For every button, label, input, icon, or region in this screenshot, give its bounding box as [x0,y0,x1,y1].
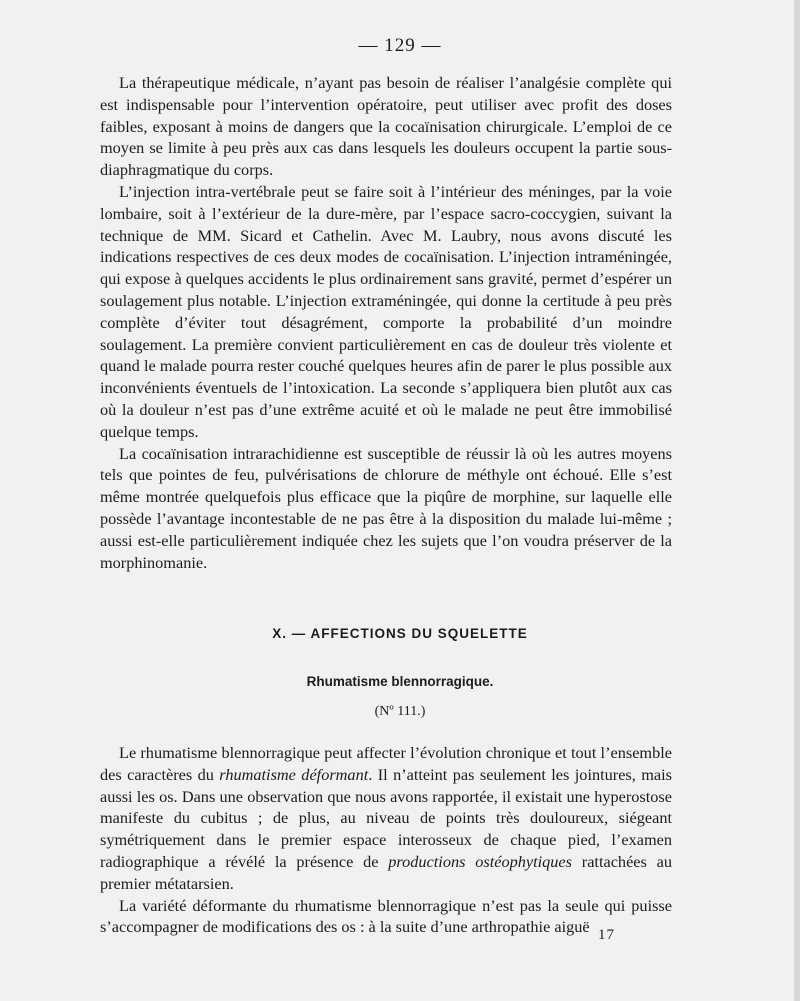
signature-mark: 17 [598,927,615,943]
section-1-text [100,72,672,573]
paragraph-cocainisation: La cocaïnisation intrarachidienne est susceptible de réussir là où les autres moyens tels que pointes de feu, pulvérisations de chlorure de méthyle ont échoué. Elle s’est même montrée quelquefois plus efficace que la piqûre de morphine, sur laquelle elle possède l’avantage incontestable de ne pas être à la disposition du malade lui-même ; aussi est-elle particulièrement indiquée chez les sujets que l’on voudra préserver de la morphinomanie. [100,443,672,572]
section-heading: X. — AFFECTIONS DU SQUELETTE [272,626,528,641]
reference-number: (Nº 111.) [374,704,426,719]
paragraph-rhumatisme-part-2: . Il n’atteint pas seulement les jointures, mais aussi les os. Dans une observation que nous avons rapportée, il existait une hyperostose manifeste du cubitus ; de plus, au niveau de points très douloureux, siégeant symétriquement dans le premier espace interosseux de chaque pied, l’examen radiographique a révélé la présence de [100,764,672,871]
paragraph-rhumatisme-part-3: rattachées au premier métatarsien. [100,851,672,893]
paragraph-injection: L’injection intra-vertébrale peut se faire soit à l’intérieur des méninges, par la voie lombaire, soit à l’extérieur de la dure-mère, par l’espace sacro-coccygien, suivant la technique de MM. Sicard et Cathelin. Avec M. Laubry, nous avons discuté les indications respectives de ces deux modes de cocaïnisation. L’injection intraméningée, qui expose à quelques accidents le plus ordinairement sans gravité, permet d’espérer un soulagement plus notable. L’injection extraméningée, qui donne la certitude à peu près complète d’éviter tout désagrément, comporte la probabilité d’un moindre soulagement. La première convient particulièrement en cas de douleur très violente et quand le malade pourra rester couché quelques heures afin de parer le plus possible aux inconvénients éventuels de l’intoxication. La seconde s’appliquera bien plutôt aux cas où la douleur n’est pas d’une extrême acuité et où le malade ne peut être immobilisé quelque temps. [100,181,672,441]
scan-edge-shadow [794,0,800,1001]
paragraph-therapeutique: La thérapeutique médicale, n’ayant pas besoin de réaliser l’analgésie complète qui est indispensable pour l’intervention opératoire, peut utiliser avec profit des doses faibles, exposant à moins de dangers que la cocaïnisation chirurgicale. L’emploi de ce moyen se limite à peu près aux cas dans lesquels les douleurs occupent la partie sous-diaphragmatique du corps. [100,73,672,180]
subsection-heading: Rhumatisme blennorragique. [306,674,494,689]
page-number: — 129 — [358,35,442,56]
paragraph-rhumatisme-part-1: Le rhumatisme blennorragique peut affecter l’évolution chronique et tout l’ensemble des caractères du [100,743,672,784]
paragraph-variete-deformante: La variété déformante du rhumatisme blennorragique n’est pas la seule qui puisse s’accompagner de modifications des os : à la suite d’une arthropathie aiguë [100,895,672,937]
italic-rhumatisme-deformant: rhumatisme déformant [219,764,369,784]
italic-productions-osteophytiques: productions ostéophytiques [388,851,572,871]
paragraph-rhumatisme [100,742,672,895]
section-2-text [100,742,672,938]
